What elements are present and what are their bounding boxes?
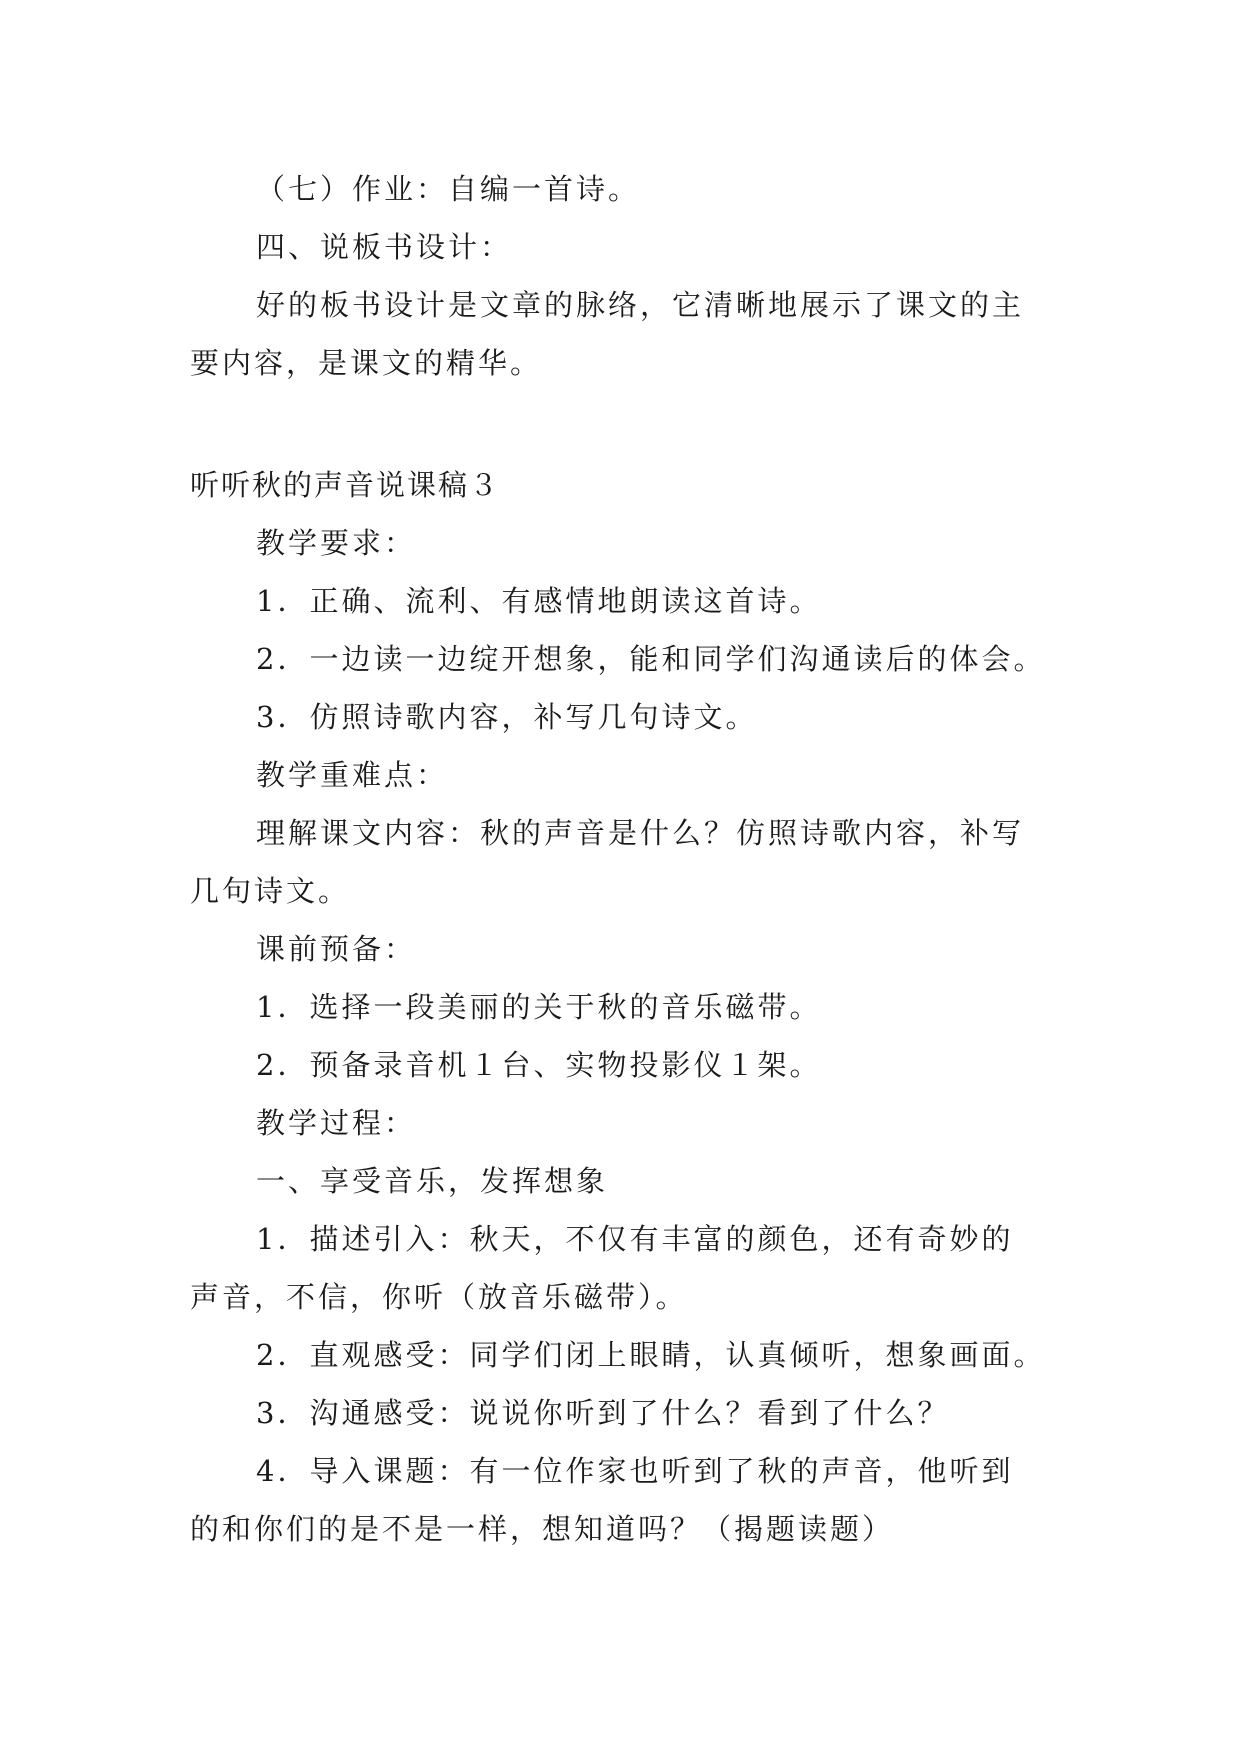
heading-key-points: 教学重难点：	[256, 758, 449, 792]
heading-teaching-process: 教学过程：	[256, 1106, 417, 1140]
list-item: 2．预备录音机１台、实物投影仪１架。	[256, 1048, 822, 1082]
list-item: 1．选择一段美丽的关于秋的音乐磁带。	[256, 990, 822, 1024]
list-item: 1．正确、流利、有感情地朗读这首诗。	[256, 584, 822, 618]
list-item-cont: 的和你们的是不是一样，想知道吗？（揭题读题）	[190, 1512, 895, 1546]
list-item: 1．描述引入：秋天，不仅有丰富的颜色，还有奇妙的	[256, 1222, 1014, 1256]
document-page	[190, 160, 1070, 1558]
paragraph-key-points: 理解课文内容：秋的声音是什么？仿照诗歌内容，补写	[256, 816, 1025, 850]
paragraph-homework: （七）作业：自编一首诗。	[256, 172, 641, 206]
subheading-step-one: 一、享受音乐，发挥想象	[256, 1164, 609, 1198]
paragraph-board-design: 好的板书设计是文章的脉络，它清晰地展示了课文的主	[256, 288, 1025, 322]
list-item: 3．仿照诗歌内容，补写几句诗文。	[256, 700, 758, 734]
list-item: 2．直观感受：同学们闭上眼睛，认真倾听，想象画面。	[256, 1338, 1046, 1372]
document-title: 听听秋的声音说课稿３	[190, 468, 501, 502]
section-spacer	[190, 392, 1070, 456]
list-item: 2．一边读一边绽开想象，能和同学们沟通读后的体会。	[256, 642, 1046, 676]
list-item: 3．沟通感受：说说你听到了什么？看到了什么？	[256, 1396, 950, 1430]
heading-board-design: 四、说板书设计：	[256, 230, 513, 264]
list-item-cont: 声音，不信，你听（放音乐磁带）。	[190, 1280, 688, 1314]
heading-teaching-requirements: 教学要求：	[256, 526, 417, 560]
paragraph-board-design-cont: 要内容，是课文的精华。	[190, 346, 543, 380]
list-item: 4．导入课题：有一位作家也听到了秋的声音，他听到	[256, 1454, 1014, 1488]
heading-preparation: 课前预备：	[256, 932, 417, 966]
paragraph-key-points-cont: 几句诗文。	[190, 874, 351, 908]
